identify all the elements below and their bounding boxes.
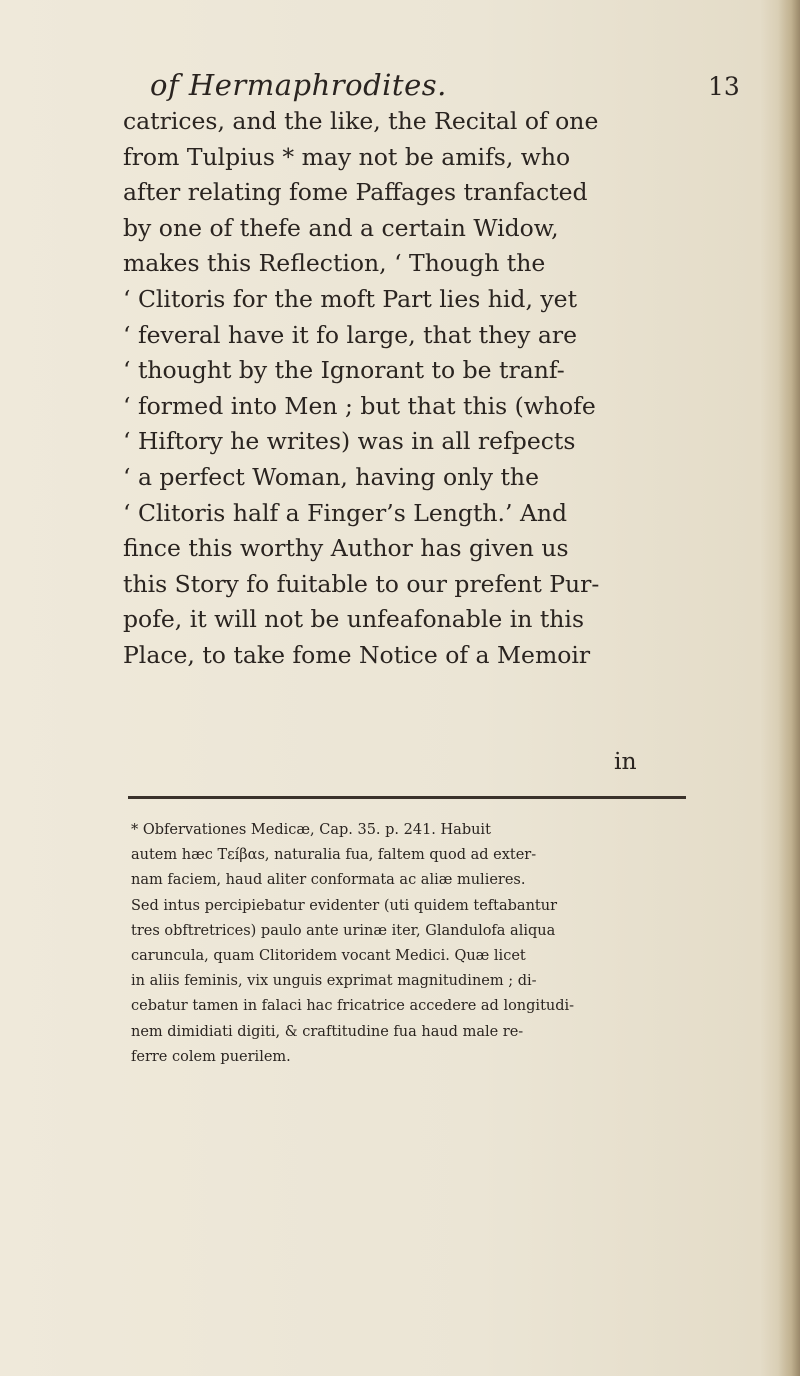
footnote-line: tres obftretrices) paulo ante urinæ iter, Glandulofa aliqua: [131, 922, 556, 939]
footnote: [131, 818, 691, 1070]
body-line: ‘ a perfect Woman, having only the: [123, 462, 539, 491]
body-line: this Story fo fuitable to our prefent Pur-: [123, 569, 600, 598]
footnote-line: in aliis feminis, vix unguis exprimat magnitudinem ; di-: [131, 973, 537, 990]
body-line: pofe, it will not be unfeafonable in this: [123, 605, 585, 634]
body-line: catrices, and the like, the Recital of one: [123, 107, 599, 135]
page-edge-shadow: [778, 0, 800, 1376]
body-line: ‘ feveral have it fo large, that they are: [123, 320, 578, 349]
body-line: Place, to take fome Notice of a Memoir: [123, 640, 591, 669]
body-line: ‘ Hiftory he writes) was in all refpects: [123, 427, 576, 456]
footnote-line: nem dimidiati digiti, & craftitudine fua haud male re-: [131, 1023, 524, 1040]
body-line: by one of thefe and a certain Widow,: [123, 213, 559, 242]
footnote-line: cebatur tamen in falaci hac fricatrice accedere ad longitudi-: [131, 998, 575, 1015]
footnote-line: * Obfervationes Medicæ, Cap. 35. p. 241. Habuit: [131, 822, 491, 838]
page-number: 13: [708, 72, 740, 101]
body-text: [123, 104, 683, 674]
catchword: in: [614, 747, 637, 775]
footnote-line: autem hæc Tεíβαs, naturalia fua, faltem quod ad exter-: [131, 847, 537, 864]
footnote-line: caruncula, quam Clitoridem vocant Medici. Quæ licet: [131, 947, 526, 964]
running-head: of Hermaphrodites.: [150, 68, 447, 102]
body-line: ‘ Clitoris for the moft Part lies hid, yet: [123, 284, 578, 313]
footnote-divider: [128, 796, 686, 799]
footnote-line: ferre colem puerilem.: [131, 1048, 291, 1065]
footnote-line: nam faciem, haud aliter conformata ac aliæ mulieres.: [131, 872, 526, 889]
body-line: from Tulpius * may not be amifs, who: [123, 142, 571, 171]
body-line: ‘ formed into Men ; but that this (whofe: [123, 391, 596, 420]
body-line: ‘ thought by the Ignorant to be tranf-: [123, 356, 565, 385]
footnote-line: Sed intus percipiebatur evidenter (uti quidem teftabantur: [131, 897, 558, 914]
body-line: fince this worthy Author has given us: [123, 534, 569, 563]
body-line: ‘ Clitoris half a Finger’s Length.’ And: [123, 498, 568, 527]
body-line: makes this Reflection, ‘ Though the: [123, 249, 546, 278]
body-line: after relating fome Paffages tranfacted: [123, 178, 588, 207]
